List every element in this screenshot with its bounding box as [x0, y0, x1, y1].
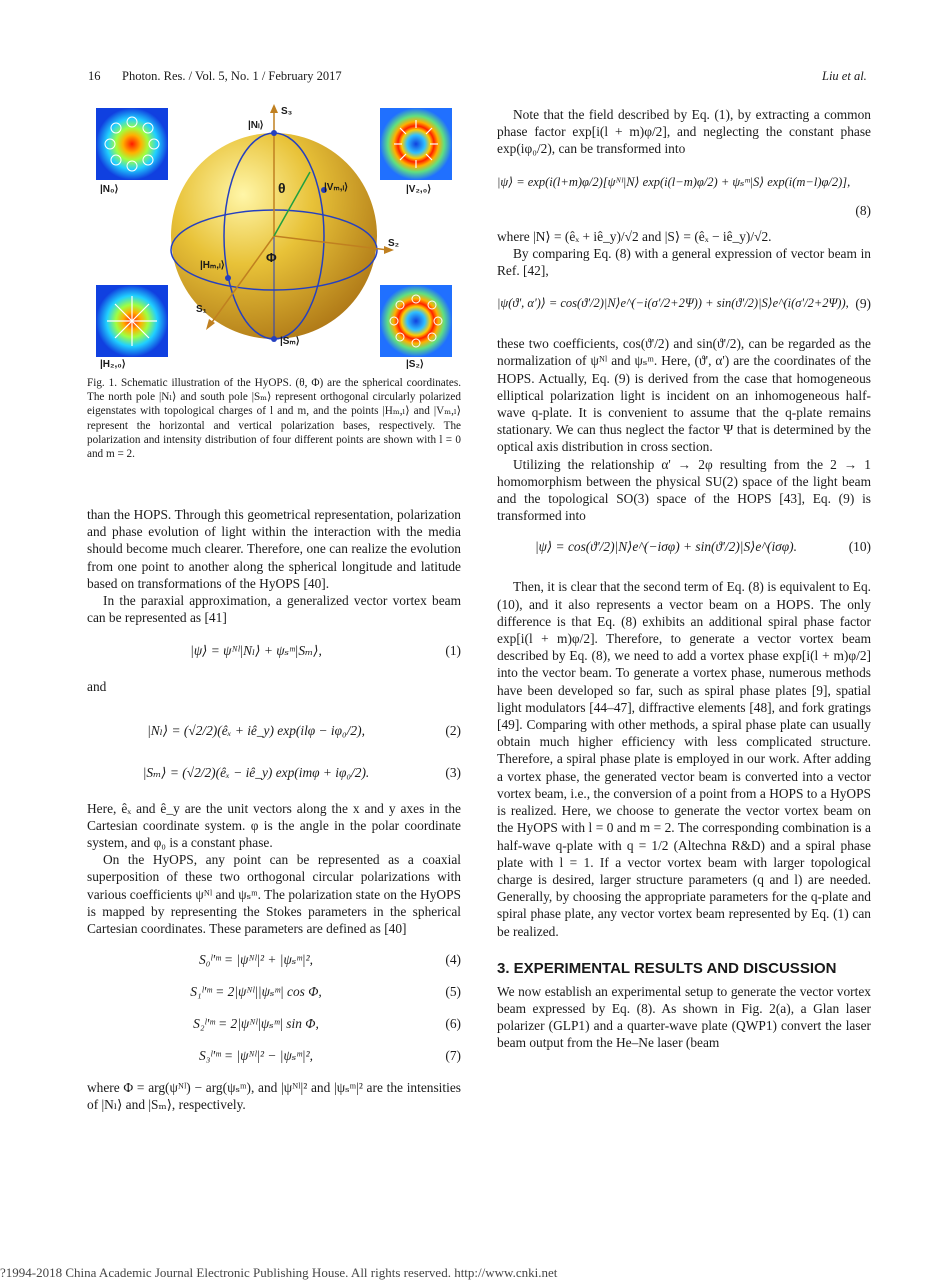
paragraph: these two coefficients, cos(ϑ'/2) and sin(ϑ'/2), can be regarded as the normalization of ψᴺˡ and ψₛᵐ. Here, (ϑ', α') are the coordinates of the HOPS. Actually, Eq. (9) is derived from the case that homogeneous elliptical polarization light is incident on an inhomogeneous half-wave q-plate. It is convenient to assume that the q-plate remains stationary. We can thus neglect the factor Ψ that is determined by the optical axis distribution in cross section. [497, 336, 871, 455]
label-phi: Φ [266, 250, 277, 265]
equation-2: |Nₗ⟩ = (√2/2)(êₓ + iê_y) exp(ilφ − iφ₀/2), (2) [147, 722, 461, 738]
label-sm: |Sₘ⟩ [280, 336, 300, 347]
figure-1 [88, 100, 460, 370]
page-number: 16 [88, 69, 101, 83]
paragraph: where Φ = arg(ψᴺˡ) − arg(ψₛᵐ), and |ψᴺˡ|² and |ψₛᵐ|² are the intensities of |Nₗ⟩ and |Sₘ⟩, respectively. [87, 1080, 461, 1113]
label-v20: |V₂,₀⟩ [406, 184, 432, 195]
label-s2: |S₂⟩ [406, 359, 424, 370]
paragraph: By comparing Eq. (8) with a general expression of vector beam in Ref. [42], [497, 245, 871, 279]
equation-1: |ψ⟩ = ψᴺˡ|Nₗ⟩ + ψₛᵐ|Sₘ⟩, (1) [190, 643, 461, 659]
label-vml: |Vₘ,ₗ⟩ [324, 182, 349, 193]
label-s1-axis: S₁ [196, 304, 207, 315]
label-s2-axis: S₂ [388, 238, 400, 249]
label-nl: |Nₗ⟩ [248, 120, 264, 131]
thumb-h20 [96, 285, 168, 357]
section-heading: 3. EXPERIMENTAL RESULTS AND DISCUSSION [497, 959, 837, 977]
equation-7: S₃ˡ'ᵐ = |ψᴺˡ|² − |ψₛᵐ|², (7) [199, 1048, 461, 1064]
label-h20: |H₂,₀⟩ [100, 359, 126, 370]
paragraph: In the paraxial approximation, a generalized vector vortex beam can be represented as [41] [87, 593, 461, 626]
paragraph: On the HyOPS, any point can be represented as a coaxial superposition of these two orthogonal circular polarizations with various coefficients ψᴺˡ and ψₛᵐ. The polarization state on the HyOPS is mapped by representing the Stokes parameters in the spherical Cartesian coordinates. These parameters are defined as [40] [87, 852, 461, 937]
equation-6: S₂ˡ'ᵐ = 2|ψᴺˡ|ψₛᵐ| sin Φ, (6) [193, 1016, 461, 1032]
hyops-sphere-illustration [88, 100, 460, 370]
author-running-head: Liu et al. [822, 69, 867, 83]
left-column [87, 506, 461, 1114]
label-n0: |N₀⟩ [100, 184, 119, 195]
equation-5: S₁ˡ'ᵐ = 2|ψᴺˡ||ψₛᵐ| cos Φ, (5) [190, 984, 461, 1000]
journal-citation: Photon. Res. / Vol. 5, No. 1 / February 2017 [122, 69, 342, 83]
paragraph: We now establish an experimental setup to generate the vector vortex beam expressed by Eq. (8). As shown in Fig. 2(a), a Glan laser polarizer (GLP1) and a quarter-wave plate (QWP1) convert the laser beam output from the He–Ne laser (beam [497, 983, 871, 1051]
paragraph: Then, it is clear that the second term of Eq. (8) is equivalent to Eq. (10), and it also represents a vector beam on a HOPS. The only difference is that Eq. (8) exhibits an additional spiral phase factor exp[i(l + m)φ/2]. Therefore, to generate a vector vortex beam described by Eq. (8), we need to add a vortex phase exp[i(l + m)φ/2] into the vector beam. To generate a vortex phase, numerous methods have been developed so far, such as spiral phase plates [9], spatial light modulators [44–47], diffractive elements [48], and fork gratings [49]. Comparing with other methods, a spiral phase plate can usually obtain much higher efficiency with less complicated structure. Therefore, a spiral phase plate is employed in our work. After adding a vortex phase, the generated vector beam is converted into a vector vortex beam, i.e., the conversion of a point from a HOPS to a HyOPS is realized. Here, we choose to generate the vector vortex beam on the HyOPS with l = 0 and m = 2. The corresponding combination is a half-wave q-plate with q = 1/2 (Altechna R&D) and a spiral phase plate with l = 1. If a vector vortex beam with larger topological charge is desired, larger structure parameters (q and l) are needed. Generally, by choosing the appropriate parameters for the q-plate and spiral phase plate, any vector vortex beam represented by Eq. (1) can be realized. [497, 579, 871, 939]
paragraph: and [87, 679, 107, 695]
paragraph: Here, êₓ and ê_y are the unit vectors along the x and y axes in the Cartesian coordinate system. φ is the angle in the polar coordinate system, and φ₀ is a constant phase. [87, 800, 461, 851]
figure-1-caption: Fig. 1. Schematic illustration of the HyOPS. (θ, Φ) are the spherical coordinates. The north pole |Nₗ⟩ and south pole |Sₘ⟩ represent orthogonal circularly polarized eigenstates with topological charges of l and m, and the points |Hₘ,ₗ⟩ and |Vₘ,ₗ⟩ represent the horizontal and vertical polarization bases, respectively. The polarization and intensity distribution of four different points are shown with l = 0 and m = 2. [87, 377, 461, 461]
footer-copyright: ?1994-2018 China Academic Journal Electronic Publishing House. All rights reserved. http://www.cnki.net [0, 1265, 558, 1280]
thumb-n0 [96, 108, 168, 180]
thumb-s2 [380, 285, 452, 357]
thumb-v20 [380, 108, 452, 180]
equation-10: |ψ⟩ = cos(ϑ'/2)|N⟩e^(−iσφ) + sin(ϑ'/2)|S⟩e^(iσφ). (10) [534, 539, 871, 555]
equation-3: |Sₘ⟩ = (√2/2)(êₓ − iê_y) exp(imφ + iφ₀/2). (3) [142, 764, 461, 780]
label-theta: θ [278, 180, 286, 196]
right-column [497, 106, 871, 1052]
equation-8: |ψ⟩ = exp(i(l+m)φ/2)[ψᴺˡ|N⟩ exp(i(l−m)φ/2) + ψₛᵐ|S⟩ exp(i(m−l)φ/2)], (8) [497, 174, 871, 218]
paragraph: Note that the field described by Eq. (1), by extracting a common phase factor exp[i(l + m)φ/2], and neglecting the constant phase exp(iφ₀/2), can be transformed into [497, 107, 871, 157]
label-hml: |Hₘ,ₗ⟩ [200, 260, 225, 271]
equation-4: S₀ˡ'ᵐ = |ψᴺˡ|² + |ψₛᵐ|², (4) [199, 952, 461, 968]
label-s3-axis: S₃ [281, 106, 293, 117]
equation-9: |ψ(ϑ', α')⟩ = cos(ϑ'/2)|N⟩e^(−i(σ'/2+2Ψ)) + sin(ϑ'/2)|S⟩e^(i(σ'/2+2Ψ)), (9) [497, 296, 871, 312]
paragraph: where |N⟩ = (êₓ + iê_y)/√2 and |S⟩ = (êₓ − iê_y)/√2. [497, 228, 772, 244]
paragraph: Utilizing the relationship α' → 2φ resulting from the 2 → 1 homomorphism between the physical SU(2) space of the light beam and the topological SO(3) space of the HOPS [43], Eq. (9) is transformed into [497, 456, 871, 524]
paragraph: than the HOPS. Through this geometrical representation, polarization and phase evolution of light within the interaction with the media should become much clearer. Therefore, one can realize the evolution from one point to another along the spherical longitude and latitude based on transformations of the HyOPS [40]. [87, 507, 461, 591]
